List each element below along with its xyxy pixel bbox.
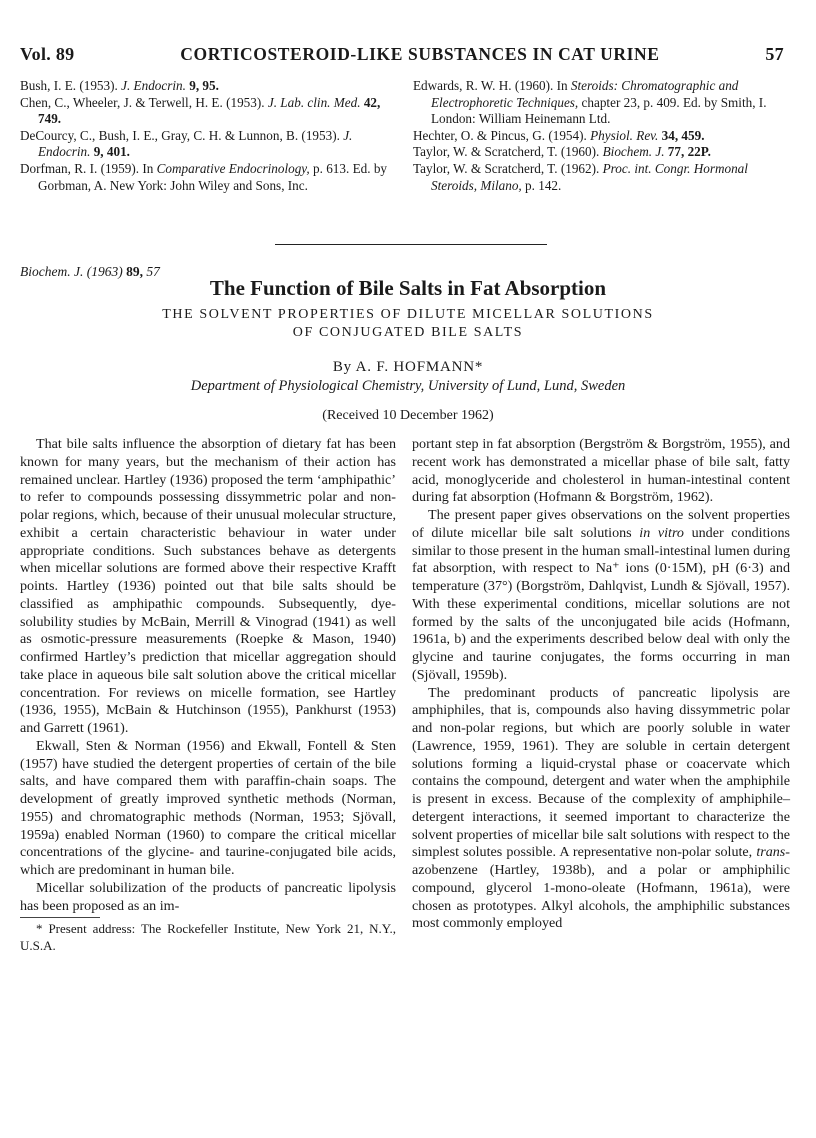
reference-item: Edwards, R. W. H. (1960). In Steroids: Chromatographic and Electrophoretic Techniques, chapter 23, p. 409. Ed. by Smith, I. London: William Heinemann Ltd. [413,78,767,127]
article-title: The Function of Bile Salts in Fat Absorption [209,276,607,300]
received-date: (Received 10 December 1962) [322,408,494,423]
reference-item: Hechter, O. & Pincus, G. (1954). Physiol. Rev. 34, 459. [413,127,705,143]
running-head-title: CORTICOSTEROID-LIKE SUBSTANCES IN CAT URINE [180,44,660,64]
article-citation: Biochem. J. (1963) 89, 57 [20,264,160,279]
reference-item: Chen, C., Wheeler, J. & Terwell, H. E. (1953). J. Lab. clin. Med. 42, 749. [20,94,381,127]
article-subtitle: THE SOLVENT PROPERTIES OF DILUTE MICELLAR SOLUTIONS OF CONJUGATED BILE SALTS [162,307,654,340]
reference-item: DeCourcy, C., Bush, I. E., Gray, C. H. & Lunnon, B. (1953). J. Endocrin. 9, 401. [20,127,353,160]
body-paragraph: Micellar solubilization of the products of pancreatic lipolysis has been proposed as an im- [20,879,396,914]
section-divider [275,244,547,245]
body-paragraph: The present paper gives observations on the solvent properties of dilute micellar bile salt solutions in vitro under conditions similar to those present in the human small-intestinal lumen during fat absorption, with respect to Na⁺ ions (0·15M), pH (6·3) and temperature (37°) (Borgström, Dahlqvist, Lundh & Sjövall, 1957). With these experimental conditions, micellar solutions are not formed by the salts of the unconjugated bile acids (Hofmann, 1961a, b) and the experiments described below deal with only the glycine and taurine conjugates, the forms occurring in man (Sjövall, 1959b). [412,507,790,683]
footnote-rule [20,917,100,918]
body-paragraph: portant step in fat absorption (Bergström & Borgström, 1955), and recent work has demonstrated a micellar phase of bile salt, fatty acid, monoglyceride and cholesterol in human-intestinal content during fat absorption (Hofmann & Borgström, 1962). [412,436,790,506]
author-affiliation: Department of Physiological Chemistry, University of Lund, Lund, Sweden [190,378,626,394]
body-paragraph: That bile salts influence the absorption of dietary fat has been known for many years, but the mechanism of their action has remained unclear. Hartley (1936) proposed the term ‘amphipathic’ to refer to compounds possessing dissymmetric polar and non-polar regions, which, because of their unusual molecular structure, exhibit a certain characteristic behaviour in water under appropriate conditions. Such substances behave as detergents when micellar solutions are formed above their respective Krafft points. Hartley (1936) pointed out that bile salts should be classified as amphipathic compounds. Subsequently, dye-solubility studies by McBain, Merrill & Vinograd (1941) as well as osmotic-pressure measurements (Roepke & Mason, 1940) confirmed Hartley’s prediction that micellar aggregation should take place in aqueous bile salt solution above the critical micellar concentration. For reviews on micelle formation, see Hartley (1936, 1955), McBain & Hutchinson (1955), Pankhurst (1953) and Garrett (1961). [20,436,396,736]
previous-article-references-right [413,78,789,194]
body-column-left [20,436,396,954]
footnote: * Present address: The Rockefeller Institute, New York 21, N.Y., U.S.A. [20,921,396,953]
body-column-right [412,436,790,933]
volume-number: Vol. 89 [20,44,75,64]
reference-item: Bush, I. E. (1953). J. Endocrin. 9, 95. [20,78,219,93]
reference-item: Dorfman, R. I. (1959). In Comparative Endocrinology, p. 613. Ed. by Gorbman, A. New York: John Wiley and Sons, Inc. [20,160,388,193]
body-paragraph: Ekwall, Sten & Norman (1956) and Ekwall, Fontell & Sten (1957) have studied the detergent properties of certain of the bile salts, and have compared them with paraffin-chain soaps. The development of greatly improved synthetic methods (Norman, 1955) and chromatographic methods (Norman, 1953; Sjövall, 1959a) enabled Norman (1960) to compare the critical micellar concentrations of the glycine- and taurine-conjugated bile acids, which are predominant in human bile. [20,737,396,878]
previous-article-references-left [20,78,392,194]
reference-item: Taylor, W. & Scratcherd, T. (1960). Biochem. J. 77, 22P. [413,144,711,160]
author-byline: By A. F. HOFMANN* [332,359,484,375]
running-head [20,44,784,65]
reference-item: Taylor, W. & Scratcherd, T. (1962). Proc. int. Congr. Hormonal Steroids, Milano, p. 142. [413,160,748,193]
body-paragraph: The predominant products of pancreatic lipolysis are amphiphiles, that is, compounds also having dissymmetric polar and non-polar regions, but which are poorly soluble in water (Lawrence, 1959, 1961). They are soluble in certain detergent solutions forming a liquid-crystal phase or coacervate which contains the compound, detergent and water when the amphiphile is present in excess. Because of the complexity of amphiphile–detergent interactions, it seemed important to characterize the solvent properties of micellar bile salt solutions with respect to the simplest solutes possible. A representative non-polar solute, trans-azobenzene (Hartley, 1938b), and a polar or amphiphilic compound, glycerol 1-mono-oleate (Hofmann, 1961a), were chosen as prototypes. Alkyl alcohols, the amphiphilic substances most commonly employed [412,684,790,932]
page-number: 57 [765,44,784,64]
